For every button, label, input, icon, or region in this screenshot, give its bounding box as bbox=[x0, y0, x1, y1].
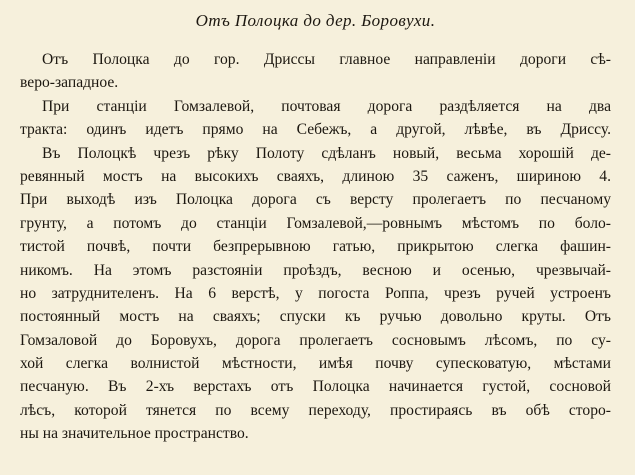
paragraph-direction bbox=[20, 48, 611, 95]
text-line: тракта: одинъ идетъ прямо на Себежъ, а другой, лѣвѣе, въ Дриссу. bbox=[20, 121, 611, 139]
text-line: Отъ Полоцка до гор. Дриссы главное направленіи дороги сѣ- bbox=[42, 51, 611, 68]
text-line: веро-западное. bbox=[20, 74, 119, 92]
text-line: При выходѣ изъ Полоцка дорога съ версту пролегаетъ по песчаному bbox=[20, 191, 611, 209]
text-line: лѣсъ, которой тянется по всему переходу, простираясь въ обѣ сторо- bbox=[20, 401, 611, 419]
text-line: ревянный мостъ на высокихъ сваяхъ, длиною 35 саженъ, шириною 4. bbox=[20, 167, 611, 185]
text-line: грунту, а потомъ до станціи Гомзалевой,—ровнымъ мѣстомъ по боло- bbox=[20, 214, 611, 232]
paragraph-station bbox=[20, 95, 611, 142]
text-line: песчаную. Въ 2-хъ верстахъ отъ Полоцка начинается густой, сосновой bbox=[20, 378, 611, 396]
text-line: хой слегка волнистой мѣстности, имѣя почву супесковатую, мѣстами bbox=[20, 355, 611, 373]
text-line: никомъ. На этомъ разстояніи проѣздъ, весною и осенью, чрезвычай- bbox=[20, 261, 611, 279]
text-line: но затруднителенъ. На 6 верстѣ, у погоста Роппа, чрезъ ручей устроенъ bbox=[20, 284, 611, 302]
text-line: ны на значительное пространство. bbox=[20, 425, 249, 443]
paragraph-bridge-route bbox=[20, 142, 611, 446]
text-line: тистой почвѣ, почти безпрерывною гатью, прикрытою слегка фашин- bbox=[20, 238, 611, 256]
text-line: постоянный мостъ на сваяхъ; спуски къ ручью довольно круты. Отъ bbox=[20, 308, 611, 326]
text-line: При станціи Гомзалевой, почтовая дорога раздѣляется на два bbox=[42, 97, 611, 115]
text-line: Гомзаловой до Боровухъ, дорога пролегаетъ сосновымъ лѣсомъ, по су- bbox=[20, 331, 611, 349]
section-heading: Отъ Полоцка до дер. Боровухи. bbox=[195, 11, 436, 30]
text-line: Въ Полоцкѣ чрезъ рѣку Полоту сдѣланъ новый, весьма хорошій де- bbox=[42, 144, 611, 162]
